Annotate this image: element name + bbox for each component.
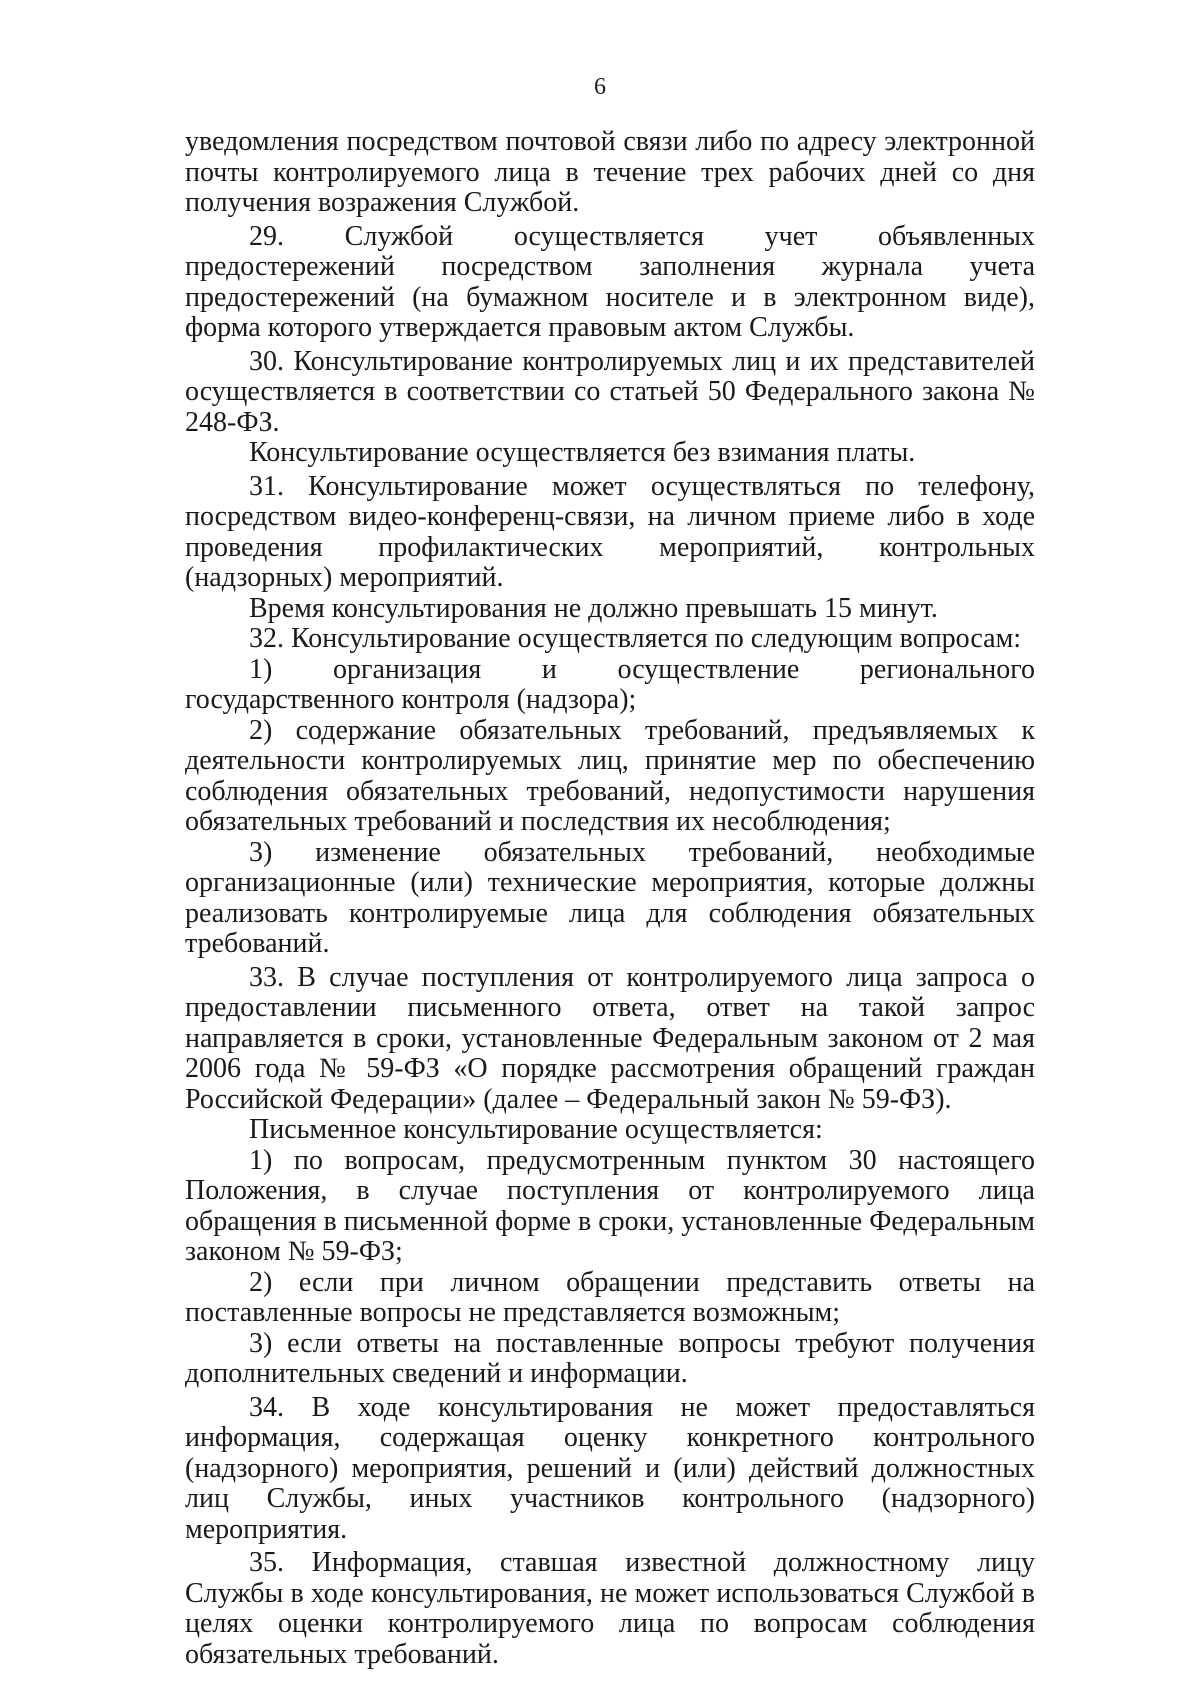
paragraph-33-item-2: 2) если при личном обращении представить ответы на поставленные вопросы не представляется возможным;: [185, 1266, 1035, 1328]
paragraph-33-item-3: 3) если ответы на поставленные вопросы требуют получения дополнительных сведений и информации.: [185, 1327, 1035, 1389]
paragraph-33-item-1: 1) по вопросам, предусмотренным пунктом 30 настоящего Положения, в случае поступления от контролируемого лица обращения в письменной форме в сроки, установленные Федеральным законом № 59-ФЗ;: [185, 1144, 1035, 1267]
paragraph-33: 33. В случае поступления от контролируемого лица запроса о предоставлении письменного ответа, ответ на такой запрос направляется в сроки, установленные Федеральным законом от 2 мая 2006 года № 59-ФЗ «О порядке рассмотрения обращений граждан Российской Федерации» (далее – Федеральный закон № 59-ФЗ).: [185, 961, 1035, 1115]
paragraph-31-time: Время консультирования не должно превышать 15 минут.: [249, 592, 938, 624]
paragraph-29: 29. Службой осуществляется учет объявленных предостережений посредством заполнения журнала учета предостережений (на бумажном носителе и в электронном виде), форма которого утверждается правовым актом Службы.: [185, 220, 1035, 343]
paragraph-32: 32. Консультирование осуществляется по следующим вопросам:: [249, 623, 1022, 654]
paragraph-35: 35. Информация, ставшая известной должностному лицу Службы в ходе консультирования, не может использоваться Службой в целях оценки контролируемого лица по вопросам соблюдения обязательных требований.: [185, 1547, 1035, 1670]
paragraph-32-item-2: 2) содержание обязательных требований, предъявляемых к деятельности контролируемых лиц, принятие мер по обеспечению соблюдения обязательных требований, недопустимости нарушения обязательных требований и последствия их несоблюдения;: [185, 714, 1035, 837]
page-number: 6: [594, 74, 606, 100]
document-body: [185, 127, 1035, 1670]
paragraph-30: 30. Консультирование контролируемых лиц и их представителей осуществляется в соответствии со статьей 50 Федерального закона № 248-ФЗ.: [185, 345, 1035, 438]
paragraph-32-item-1: 1) организация и осуществление регионального государственного контроля (надзора);: [185, 653, 1035, 715]
paragraph-34: 34. В ходе консультирования не может предоставляться информация, содержащая оценку конкретного контрольного (надзорного) мероприятия, решений и (или) действий должностных лиц Службы, иных участников контрольного (надзорного) мероприятия.: [185, 1391, 1035, 1545]
paragraph-32-item-3: 3) изменение обязательных требований, необходимые организационные (или) технические мероприятия, которые должны реализовать контролируемые лица для соблюдения обязательных требований.: [185, 836, 1035, 959]
paragraph-continuation: уведомления посредством почтовой связи либо по адресу электронной почты контролируемого лица в течение трех рабочих дней со дня получения возражения Службой.: [185, 126, 1035, 218]
paragraph-31: 31. Консультирование может осуществляться по телефону, посредством видео-конференц-связи, на личном приеме либо в ходе проведения профилактических мероприятий, контрольных (надзорных) мероприятий.: [185, 470, 1035, 593]
paragraph-30-note: Консультирование осуществляется без взимания платы.: [249, 437, 916, 468]
paragraph-33-written: Письменное консультирование осуществляется:: [249, 1114, 823, 1145]
